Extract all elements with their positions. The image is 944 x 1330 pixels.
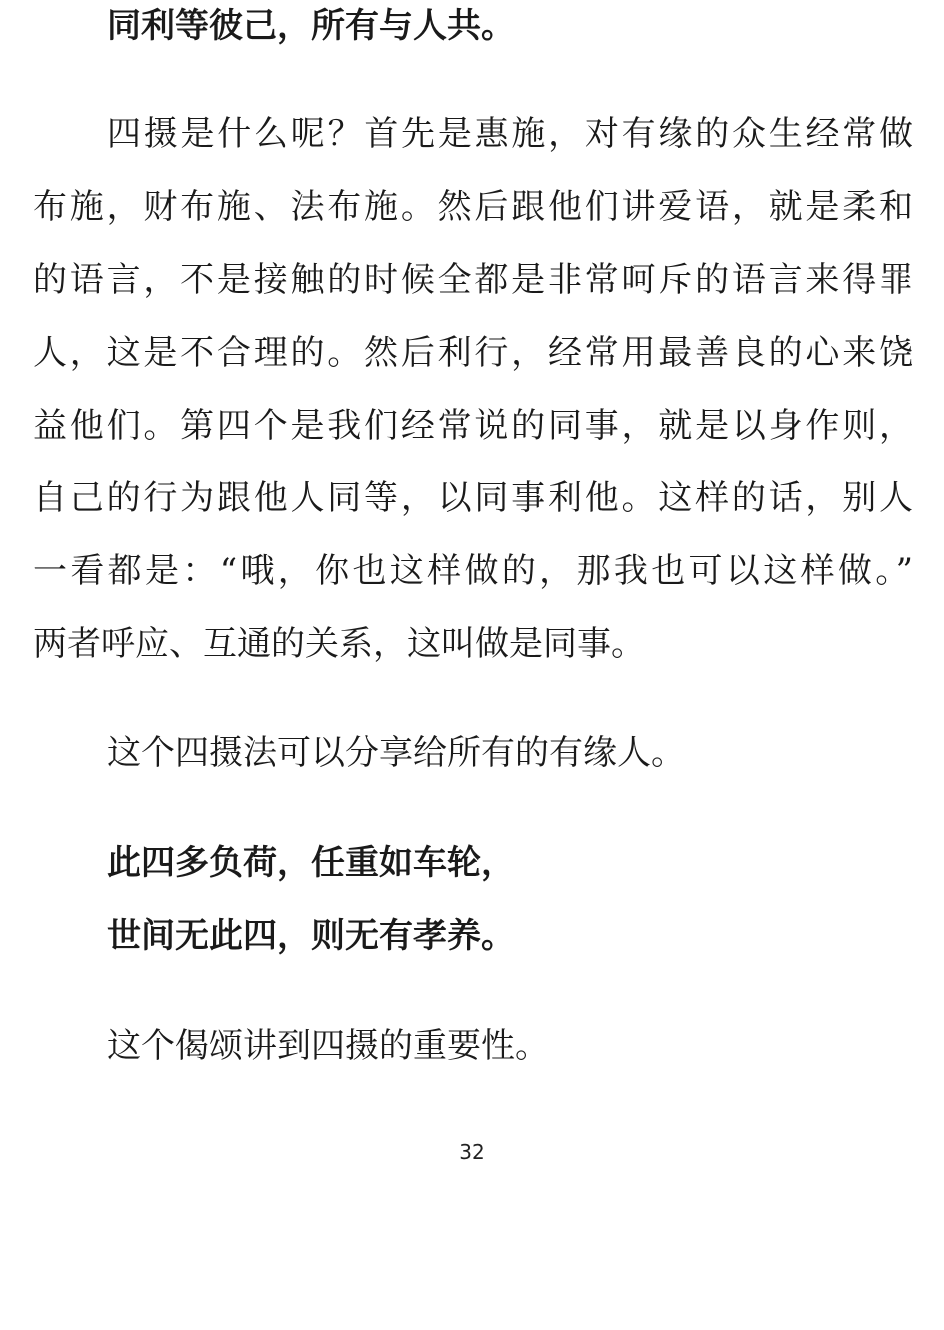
paragraph-main-line-2: 布施，财布施、法布施。然后跟他们讲爱语，就是柔和	[33, 187, 913, 227]
paragraph-main-line-3: 的语言，不是接触的时候全都是非常呵斥的语言来得罪	[33, 260, 913, 300]
verse-middle-line-1: 此四多负荷，任重如车轮，	[107, 843, 515, 883]
paragraph-end: 这个偈颂讲到四摄的重要性。	[107, 1026, 549, 1066]
verse-middle-line-2: 世间无此四，则无有孝养。	[107, 916, 515, 956]
verse-top-line-1: 同利等彼己，所有与人共。	[107, 6, 515, 46]
page-number: 32	[459, 1140, 485, 1164]
paragraph-main-line-5: 益他们。第四个是我们经常说的同事，就是以身作则，	[33, 406, 913, 446]
paragraph-main-line-4: 人，这是不合理的。然后利行，经常用最善良的心来饶	[33, 333, 913, 373]
paragraph-main-line-6: 自己的行为跟他人同等，以同事利他。这样的话，别人	[33, 478, 913, 518]
paragraph-main-line-1: 四摄是什么呢？首先是惠施，对有缘的众生经常做	[107, 114, 913, 154]
paragraph-main-line-8: 两者呼应、互通的关系，这叫做是同事。	[33, 624, 645, 664]
paragraph-share: 这个四摄法可以分享给所有的有缘人。	[107, 733, 685, 773]
paragraph-main-line-7: 一看都是：“哦，你也这样做的，那我也可以这样做。”	[33, 551, 913, 591]
